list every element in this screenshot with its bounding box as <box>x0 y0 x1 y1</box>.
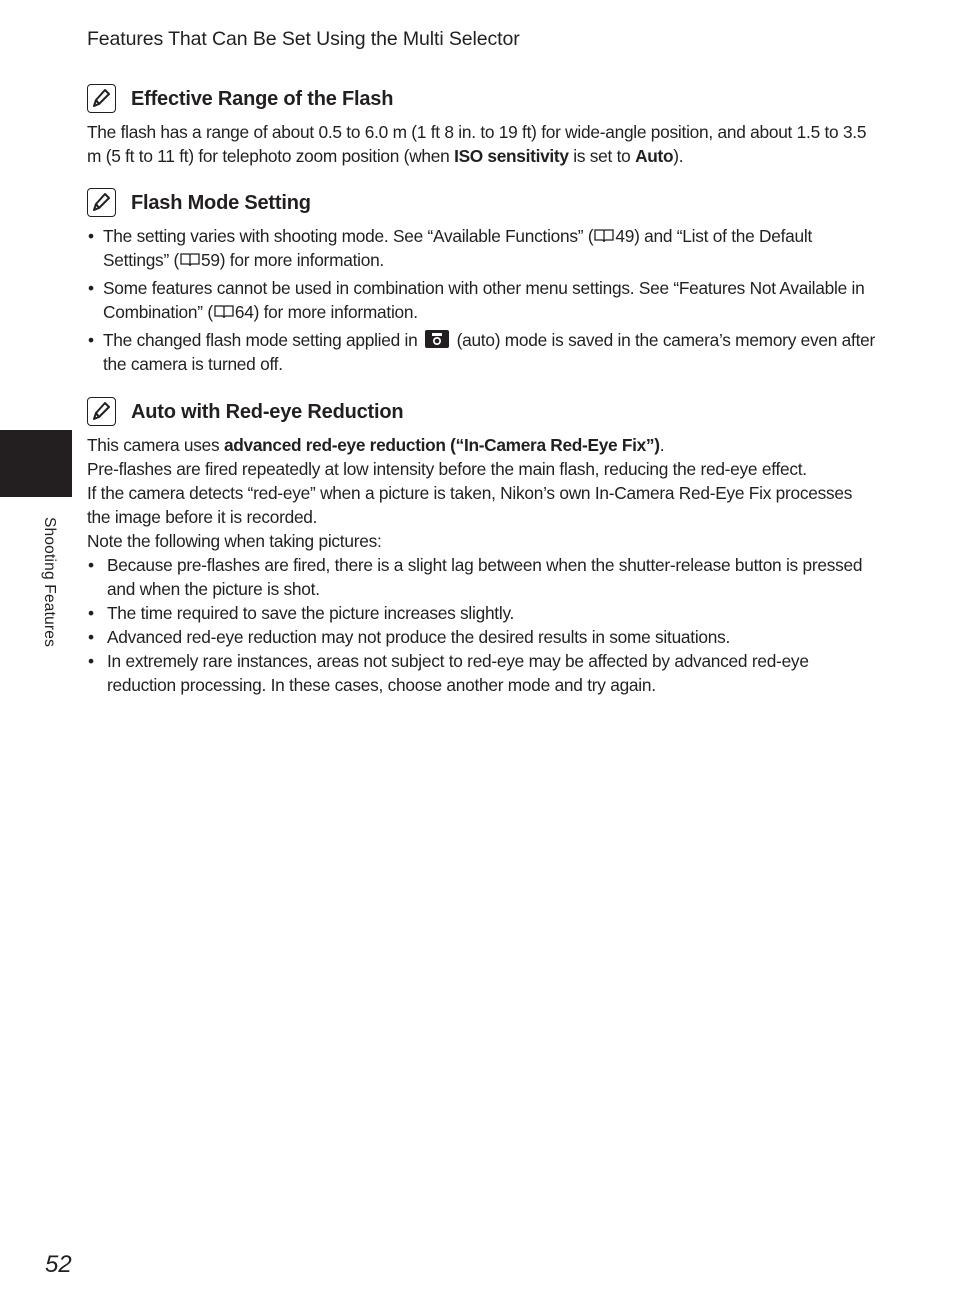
page-number: 52 <box>45 1251 72 1278</box>
pencil-icon <box>87 84 116 113</box>
paragraph: If the camera detects “red-eye” when a picture is taken, Nikon’s own In-Camera Red-Eye Fix processes the image before it is recorded. <box>87 483 853 527</box>
section-flash-range <box>87 84 877 168</box>
pencil-icon <box>87 397 116 426</box>
list-item: • Because pre-flashes are fired, there is a slight lag between when the shutter-release button is pressed and when the picture is shot. <box>87 553 877 601</box>
book-reference-icon <box>594 228 614 243</box>
list-item: • Some features cannot be used in combination with other menu settings. See “Features Not Available in Combination” ( 64) for more information. <box>87 276 877 324</box>
list-item: • The setting varies with shooting mode. See “Available Functions” ( 49) and “List of the Default Settings” ( 59) for more information. <box>87 224 877 272</box>
book-reference-icon <box>214 304 234 319</box>
list-item: • Advanced red-eye reduction may not produce the desired results in some situations. <box>87 625 877 649</box>
section-red-eye-reduction <box>87 397 877 697</box>
section-flash-mode-setting <box>87 188 877 380</box>
running-header: Features That Can Be Set Using the Multi Selector <box>87 28 520 50</box>
paragraph: This camera uses advanced red-eye reduction (“In-Camera Red-Eye Fix”). <box>87 435 665 455</box>
section-title: Effective Range of the Flash <box>131 88 394 110</box>
list-item: • In extremely rare instances, areas not subject to red-eye may be affected by advanced red-eye reduction processing. In these cases, choose another mode and try again. <box>87 649 877 697</box>
pencil-icon <box>87 188 116 217</box>
book-reference-icon <box>180 252 200 267</box>
section-title: Auto with Red-eye Reduction <box>131 401 404 423</box>
list-item: • The time required to save the picture increases slightly. <box>87 601 877 625</box>
paragraph: Pre-flashes are fired repeatedly at low intensity before the main flash, reducing the red-eye effect. <box>87 459 807 479</box>
paragraph: The flash has a range of about 0.5 to 6.0 m (1 ft 8 in. to 19 ft) for wide-angle position, and about 1.5 to 3.5 m (5 ft to 11 ft) for telephoto zoom position (when ISO sensitivity is set to Auto). <box>87 122 867 166</box>
list-item: • The changed flash mode setting applied in (auto) mode is saved in the camera’s memory even after the camera is turned off. <box>87 328 877 376</box>
chapter-tab <box>0 430 72 497</box>
section-title: Flash Mode Setting <box>131 192 311 214</box>
camera-icon <box>425 330 449 348</box>
chapter-tab-label: Shooting Features <box>41 517 58 648</box>
paragraph: Note the following when taking pictures: <box>87 531 382 551</box>
